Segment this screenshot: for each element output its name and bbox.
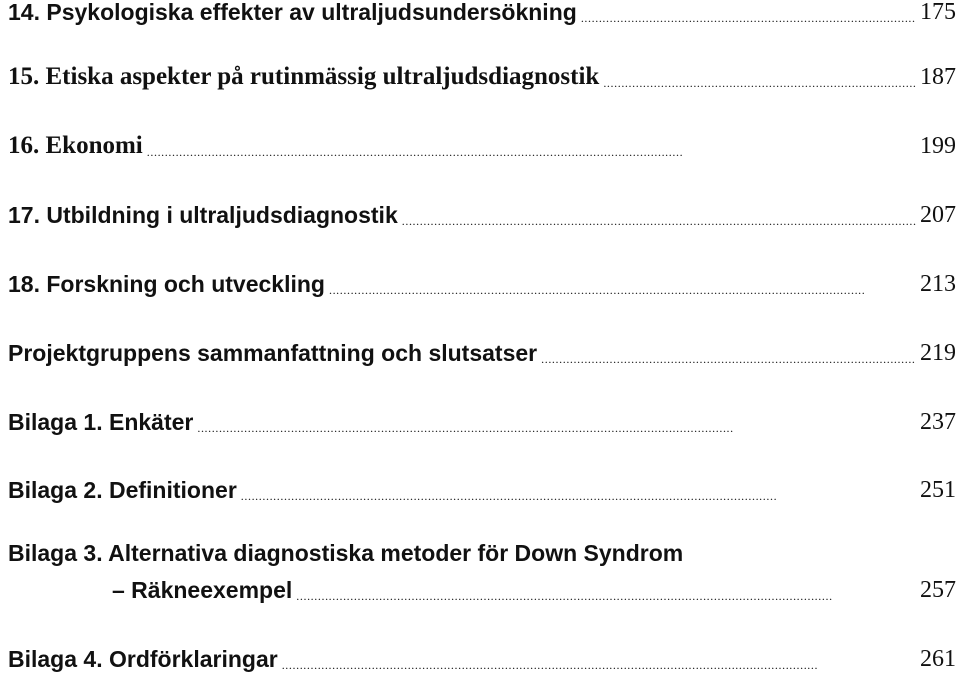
toc-entry-title: Bilaga 4. Ordförklaringar bbox=[8, 646, 278, 672]
toc-leader-dots bbox=[282, 645, 916, 673]
toc-leader-dots bbox=[147, 132, 916, 160]
toc-leader-dots bbox=[197, 408, 916, 436]
toc-entry-title: 16. Ekonomi bbox=[8, 132, 143, 159]
toc-entry-page: 251 bbox=[920, 477, 956, 503]
toc-entry-title: 18. Forskning och utveckling bbox=[8, 271, 325, 297]
toc-entry-page: 219 bbox=[920, 340, 956, 366]
toc-entry-18[interactable] bbox=[8, 264, 956, 298]
toc-entry-title: Bilaga 2. Definitioner bbox=[8, 477, 237, 503]
toc-entry-title: 15. Etiska aspekter på rutinmässig ultraljudsdiagnostik bbox=[8, 63, 600, 90]
toc-entry-17[interactable] bbox=[8, 195, 956, 229]
toc-entry-page: 187 bbox=[920, 64, 956, 90]
toc-entry-appendix-3-title[interactable]: Bilaga 3. Alternativa diagnostiska metoder för Down Syndrom bbox=[8, 540, 684, 566]
toc-entry-page: 213 bbox=[920, 271, 956, 297]
toc-entry-16[interactable] bbox=[8, 126, 956, 160]
toc-entry-title: 14. Psykologiska effekter av ultraljudsundersökning bbox=[8, 0, 577, 25]
toc-leader-dots bbox=[541, 339, 916, 367]
toc-entry-appendix-3[interactable] bbox=[112, 570, 956, 604]
toc-entry-title: Projektgruppens sammanfattning och slutsatser bbox=[8, 340, 538, 366]
toc-entry-14[interactable] bbox=[8, 0, 956, 26]
toc-entry-appendix-1[interactable] bbox=[8, 402, 956, 436]
toc-entry-page: 207 bbox=[920, 202, 956, 228]
toc-leader-dots bbox=[296, 576, 916, 604]
toc-entry-page: 175 bbox=[920, 0, 956, 25]
toc-leader-dots bbox=[402, 201, 916, 229]
toc-leader-dots bbox=[329, 270, 916, 298]
toc-entry-page: 257 bbox=[920, 577, 956, 603]
toc-entry-title: Bilaga 1. Enkäter bbox=[8, 409, 194, 435]
toc-entry-page: 261 bbox=[920, 646, 956, 672]
toc-entry-summary[interactable] bbox=[8, 333, 956, 367]
toc-entry-page: 199 bbox=[920, 133, 956, 159]
toc-leader-dots bbox=[581, 0, 916, 26]
toc-entry-appendix-2[interactable] bbox=[8, 470, 956, 504]
toc-entry-title: – Räkneexempel bbox=[112, 577, 293, 603]
toc-leader-dots bbox=[603, 63, 916, 91]
toc-entry-appendix-4[interactable] bbox=[8, 639, 956, 673]
toc-entry-title: 17. Utbildning i ultraljudsdiagnostik bbox=[8, 202, 398, 228]
toc-leader-dots bbox=[241, 476, 916, 504]
toc-entry-page: 237 bbox=[920, 409, 956, 435]
toc-entry-15[interactable] bbox=[8, 57, 956, 91]
